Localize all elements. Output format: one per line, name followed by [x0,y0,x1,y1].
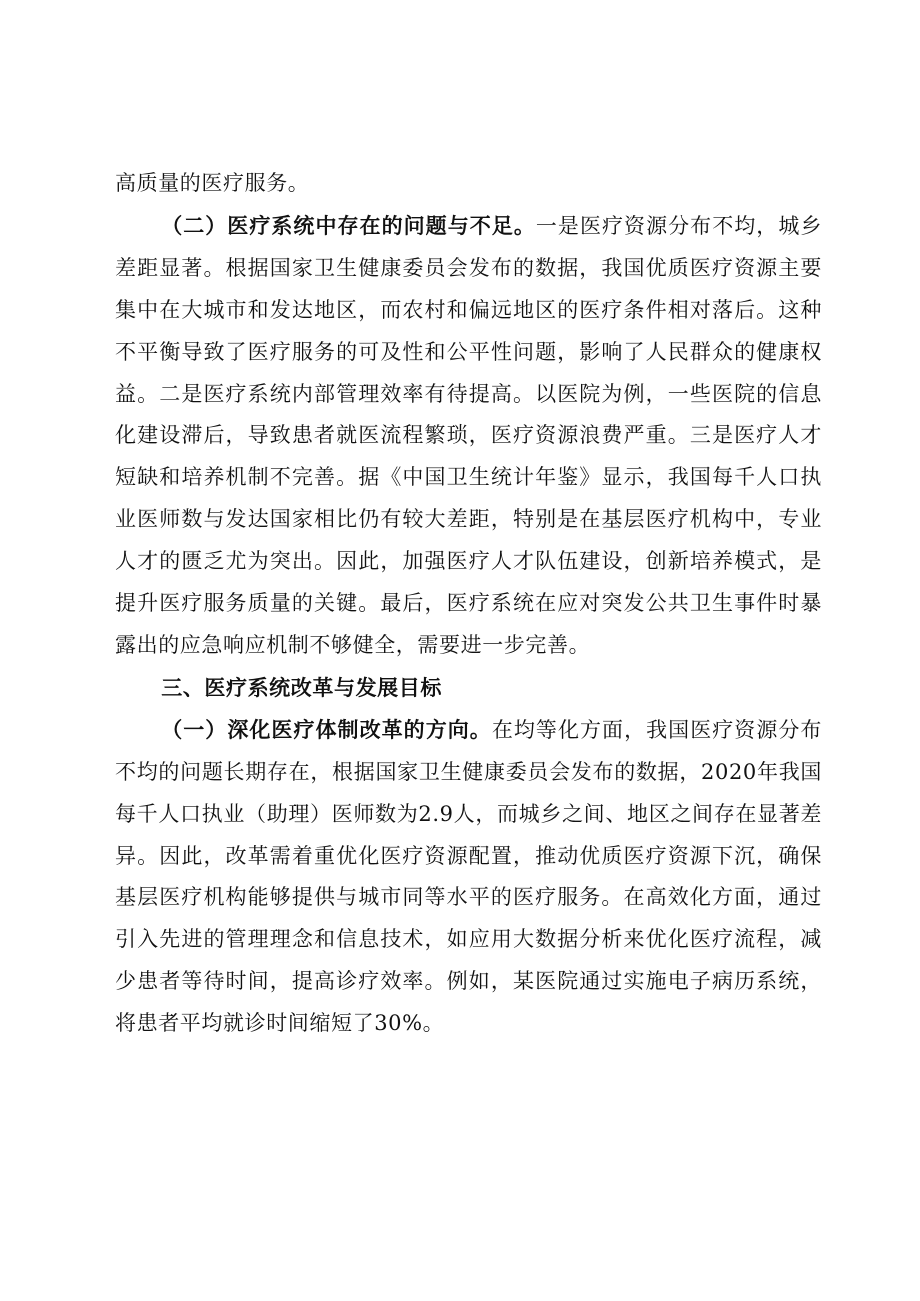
paragraph-problems [115,205,822,667]
section-heading-reform-goals: 三、医疗系统改革与发展目标 [161,674,442,700]
paragraph-text: 在均等化方面，我国医疗资源分布不均的问题长期存在，根据国家卫生健康委员会发布的数据，2020年我国每千人口执业（助理）医师数为2.9人，而城乡之间、地区之间存在显著差异。因此，改革需着重优化医疗资源配置，推动优质医疗资源下沉，确保基层医疗机构能够提供与城市同等水平的医疗服务。在高效化方面，通过引入先进的管理理念和信息技术，如应用大数据分析来优化医疗流程，减少患者等待时间，提高诊疗效率。例如，某医院通过实施电子病历系统，将患者平均就诊时间缩短了30%。 [115,717,823,1036]
paragraph-continuation [115,163,822,205]
paragraph-reform-direction [115,709,822,1045]
subsection-heading-problems: （二）医疗系统中存在的问题与不足。 [161,212,536,238]
subsection-heading-reform-direction: （一）深化医疗体制改革的方向。 [161,716,492,742]
paragraph-text: 高质量的医疗服务。 [115,171,310,195]
paragraph-text: 一是医疗资源分布不均，城乡差距显著。根据国家卫生健康委员会发布的数据，我国优质医疗资源主要集中在大城市和发达地区，而农村和偏远地区的医疗条件相对落后。这种不平衡导致了医疗服务的可及性和公平性问题，影响了人民群众的健康权益。二是医疗系统内部管理效率有待提高。以医院为例，一些医院的信息化建设滞后，导致患者就医流程繁琐，医疗资源浪费严重。三是医疗人才短缺和培养机制不完善。据《中国卫生统计年鉴》显示，我国每千人口执业医师数与发达国家相比仍有较大差距，特别是在基层医疗机构中，专业人才的匮乏尤为突出。因此，加强医疗人才队伍建设，创新培养模式，是提升医疗服务质量的关键。最后，医疗系统在应对突发公共卫生事件时暴露出的应急响应机制不够健全，需要进一步完善。 [115,213,822,657]
document-body [115,163,822,1045]
